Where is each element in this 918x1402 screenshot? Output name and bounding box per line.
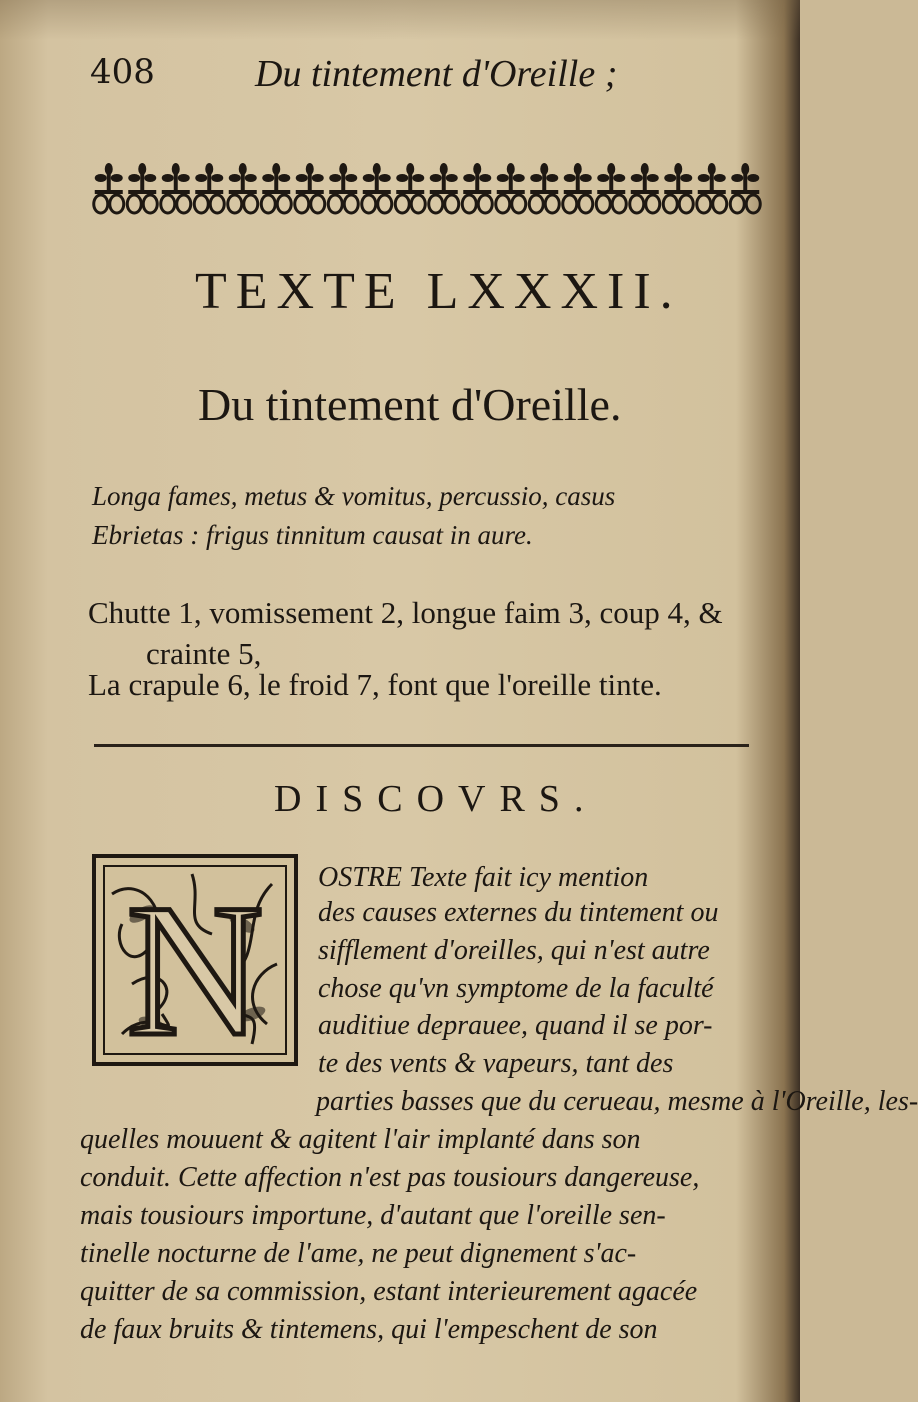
discourse-line: auditiue deprauee, quand il se por- (318, 1010, 713, 1041)
french-verse-line: crainte 5, (146, 636, 262, 671)
section-subtitle: Du tintement d'Oreille. (198, 379, 622, 430)
fleuron-icon (563, 163, 593, 213)
discourse-line: de faux bruits & tintemens, qui l'empeschent de son (80, 1314, 658, 1345)
fleuron-ornament-band-icon (92, 160, 762, 218)
fleuron-icon (94, 163, 124, 213)
fleuron-icon (161, 163, 191, 213)
fleuron-icon (127, 163, 157, 213)
discourse-line: parties basses que du cerueau, mesme à l'Oreille, les- (316, 1086, 918, 1117)
fleuron-icon (228, 163, 258, 213)
french-verse-line: Chutte 1, vomissement 2, longue faim 3, coup 4, & (88, 595, 723, 630)
page-shadow (0, 0, 800, 40)
decorated-initial-icon (92, 854, 298, 1076)
horizontal-rule (94, 744, 749, 747)
discourse-line: sifflement d'oreilles, qui n'est autre (318, 935, 710, 966)
fleuron-icon (496, 163, 526, 213)
svg-text:N: N (126, 866, 264, 1076)
fleuron-icon (630, 163, 660, 213)
discourse-line: tinelle nocturne de l'ame, ne peut dignement s'ac- (80, 1238, 637, 1269)
fleuron-icon (295, 163, 325, 213)
fleuron-icon (697, 163, 727, 213)
fleuron-icon (194, 163, 224, 213)
discourse-line: quelles mouuent & agitent l'air implanté dans son (80, 1124, 641, 1155)
running-title: Du tintement d'Oreille ; (255, 53, 618, 95)
fleuron-icon (395, 163, 425, 213)
discourse-line: te des vents & vapeurs, tant des (318, 1048, 674, 1079)
discourse-line: conduit. Cette affection n'est pas tousiours dangereuse, (80, 1162, 700, 1193)
section-title: TEXTE LXXXII. (195, 263, 682, 320)
fleuron-icon (429, 163, 459, 213)
page-number: 408 (90, 52, 155, 92)
fleuron-icon (362, 163, 392, 213)
fleuron-icon (596, 163, 626, 213)
fleuron-icon (529, 163, 559, 213)
discourse-heading: DISCOVRS. (274, 778, 598, 820)
discourse-line: quitter de sa commission, estant interieurement agacée (80, 1276, 698, 1307)
discourse-line: chose qu'vn symptome de la faculté (318, 973, 714, 1004)
fleuron-icon (328, 163, 358, 213)
french-verse-line: La crapule 6, le froid 7, font que l'oreille tinte. (88, 667, 662, 702)
latin-verse-line: Longa fames, metus & vomitus, percussio, casus (92, 481, 616, 511)
discourse-line: mais tousiours importune, d'autant que l'oreille sen- (80, 1200, 666, 1231)
discourse-line: des causes externes du tintement ou (318, 897, 719, 928)
fleuron-icon (261, 163, 291, 213)
fleuron-icon (462, 163, 492, 213)
fleuron-icon (730, 163, 760, 213)
discourse-line: OSTRE Texte fait icy mention (318, 862, 649, 893)
fleuron-icon (663, 163, 693, 213)
latin-verse-line: Ebrietas : frigus tinnitum causat in aure. (92, 520, 533, 550)
